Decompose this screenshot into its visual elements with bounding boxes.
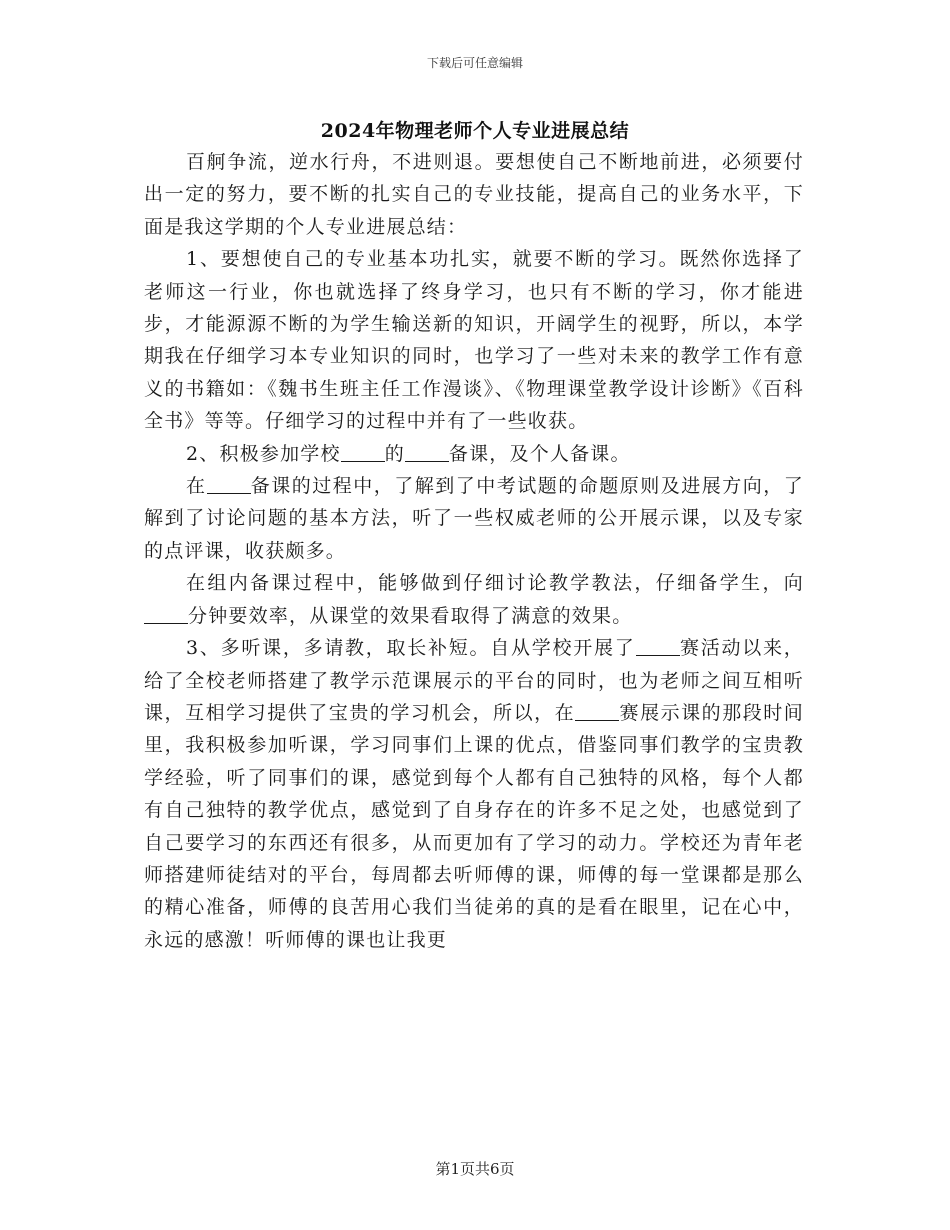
text-segment: 备课，及个人备课。 — [448, 442, 631, 465]
document-title: 2024年物理老师个人专业进展总结 — [320, 120, 630, 142]
text-segment: 的 — [384, 442, 405, 465]
text-segment: 分钟要效率，从课堂的效果看取得了满意的效果。 — [188, 604, 633, 627]
text-segment: 百舸争流，逆水行舟，不进则退。要想使自己不断地前进，必须要付出一定的努力，要不断的扎实自己的专业技能，提高自己的业务水平，下面是我这学期的个人专业进展总结： — [144, 151, 804, 238]
page-number: 第1页共6页 — [435, 1160, 515, 1178]
paragraph-item-3 — [144, 632, 804, 956]
text-segment: 备课的过程中，了解到了中考试题的命题原则及进展方向，了解到了讨论问题的基本方法，听了一些权威老师的公开展示课，以及专家的点评课，收获颇多。 — [144, 475, 804, 562]
fill-blank — [144, 604, 188, 624]
text-segment: 赛活动以来，给了全校老师搭建了教学示范课展示的平台的同时，也为老师之间互相听课，互相学习提供了宝贵的学习机会，所以，在 — [144, 637, 804, 724]
document-body — [144, 146, 804, 956]
text-segment: 2、积极参加学校 — [186, 442, 341, 465]
text-segment: 赛展示课的那段时间里，我积极参加听课，学习同事们上课的优点，借鉴同事们教学的宝贵教学经验，听了同事们的课，感觉到每个人都有自己独特的风格，每个人都有自己独特的教学优点，感觉到了自身存在的许多不足之处，也感觉到了自己要学习的东西还有很多，从而更加有了学习的动力。学校还为青年老师搭建师徒结对的平台，每周都去听师傅的课，师傅的每一堂课都是那么的精心准备，师傅的良苦用心我们当徒弟的真的是看在眼里，记在心中，永远的感激！听师傅的课也让我更 — [144, 701, 804, 951]
fill-blank — [636, 636, 680, 656]
fill-blank — [207, 474, 251, 494]
paragraph-in-group-prep — [144, 567, 804, 632]
paragraph-item-2 — [144, 438, 804, 470]
text-segment: 1、要想使自己的专业基本功扎实，就要不断的学习。既然你选择了老师这一行业，你也就选择了终身学习，也只有不断的学习，你才能进步，才能源源不断的为学生输送新的知识，开阔学生的视野，所以，本学期我在仔细学习本专业知识的同时，也学习了一些对未来的教学工作有意义的书籍如：《魏书生班主任工作漫谈》、《物理课堂教学设计诊断》《百科全书》等等。仔细学习的过程中并有了一些收获。 — [144, 248, 804, 433]
fill-blank — [341, 442, 385, 462]
fill-blank — [405, 442, 449, 462]
paragraph-group-prep — [144, 470, 804, 567]
text-segment: 在组内备课过程中，能够做到仔细讨论教学教法，仔细备学生，向 — [186, 572, 804, 595]
paragraph-intro — [144, 146, 804, 243]
fill-blank — [575, 701, 619, 721]
header-note: 下载后可任意编辑 — [426, 56, 523, 70]
text-segment: 3、多听课，多请教，取长补短。自从学校开展了 — [186, 637, 636, 660]
text-segment: 在 — [186, 475, 207, 498]
paragraph-item-1 — [144, 243, 804, 437]
